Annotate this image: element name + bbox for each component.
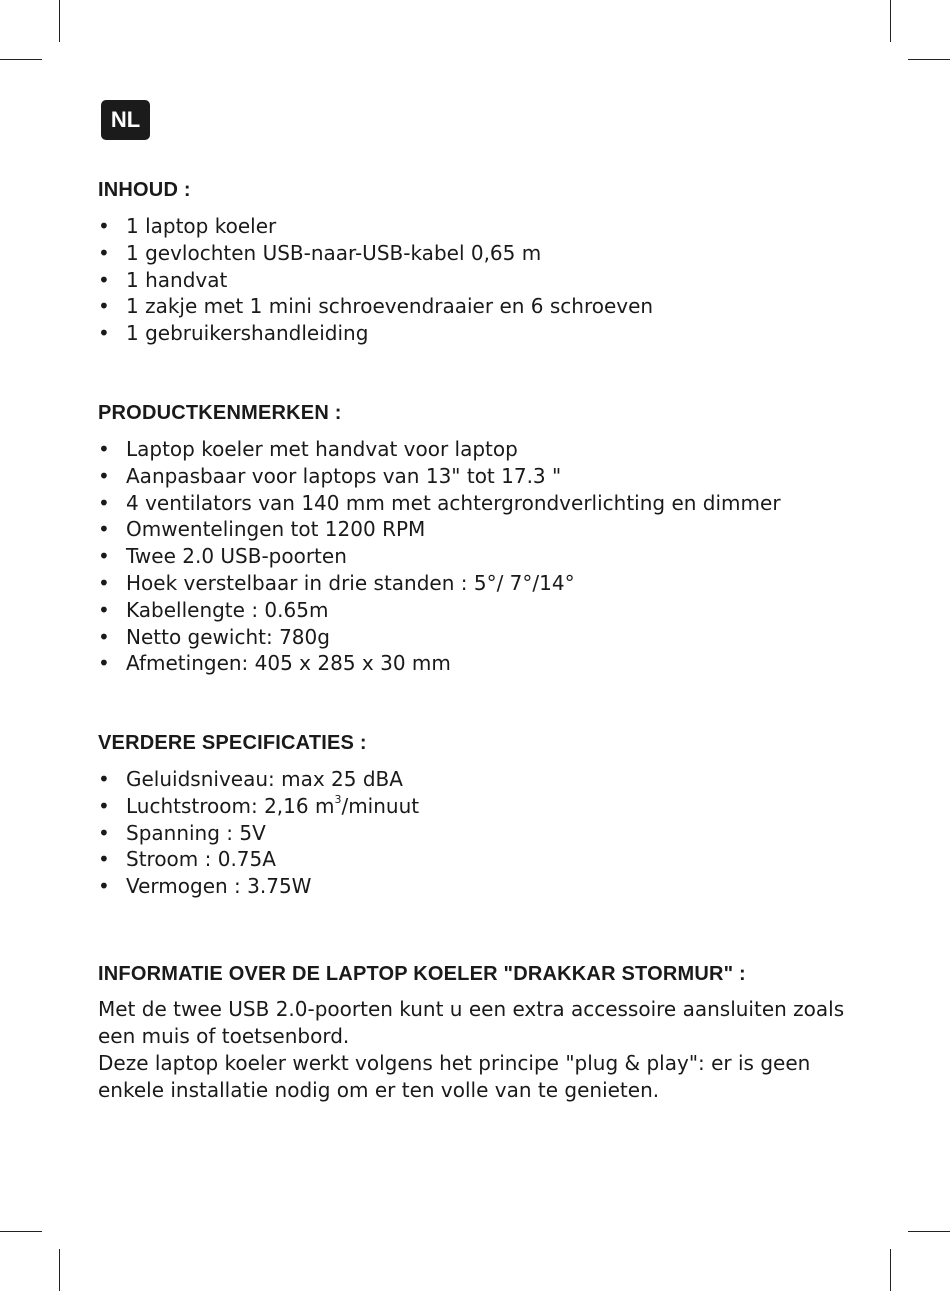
list-item: • Hoek verstelbaar in drie standen : 5°/ 7°/14°: [98, 570, 781, 597]
airflow-item: [98, 793, 419, 820]
list-item: • Stroom : 0.75A: [98, 846, 419, 873]
crop-mark: [59, 1249, 60, 1291]
list-item: • Aanpasbaar voor laptops van 13" tot 17.3 ": [98, 463, 781, 490]
crop-mark: [908, 1231, 950, 1232]
list-item: • 4 ventilators van 140 mm met achtergrondverlichting en dimmer: [98, 490, 781, 517]
airflow-exponent: 3: [334, 793, 342, 807]
crop-mark: [890, 1249, 891, 1291]
specs-list: [98, 766, 419, 900]
list-item: • 1 handvat: [98, 267, 653, 294]
list-item: • 1 gebruikershandleiding: [98, 320, 653, 347]
list-item: • Spanning : 5V: [98, 820, 419, 847]
info-paragraph: Met de twee USB 2.0-poorten kunt u een extra accessoire aansluiten zoals een muis of toetsenbord.: [98, 997, 845, 1048]
airflow-text: Luchtstroom: 2,16 m: [126, 793, 335, 818]
list-item: • Twee 2.0 USB-poorten: [98, 543, 781, 570]
crop-mark: [0, 1231, 42, 1232]
list-item: • 1 gevlochten USB-naar-USB-kabel 0,65 m: [98, 240, 653, 267]
contents-list: [98, 213, 653, 347]
list-item: • Kabellengte : 0.65m: [98, 597, 781, 624]
crop-mark: [890, 0, 891, 42]
crop-mark: [0, 59, 42, 60]
language-badge: NL: [101, 100, 150, 140]
list-item: • Laptop koeler met handvat voor laptop: [98, 436, 781, 463]
list-item: • 1 zakje met 1 mini schroevendraaier en 6 schroeven: [98, 293, 653, 320]
list-item: • 1 laptop koeler: [98, 213, 653, 240]
features-list: [98, 436, 781, 677]
crop-mark: [59, 0, 60, 42]
list-item: • Omwentelingen tot 1200 RPM: [98, 516, 781, 543]
list-item: • Geluidsniveau: max 25 dBA: [98, 766, 419, 793]
list-item: • Afmetingen: 405 x 285 x 30 mm: [98, 650, 781, 677]
airflow-unit: /minuut: [341, 793, 420, 818]
features-heading: PRODUCTKENMERKEN :: [98, 402, 342, 424]
info-paragraph: Deze laptop koeler werkt volgens het principe "plug & play": er is geen enkele installatie nodig om er ten volle van te genieten.: [98, 1051, 811, 1102]
list-item: • Netto gewicht: 780g: [98, 624, 781, 651]
info-heading: INFORMATIE OVER DE LAPTOP KOELER "DRAKKAR STORMUR" :: [98, 963, 746, 985]
list-item: • Vermogen : 3.75W: [98, 873, 419, 900]
contents-heading: INHOUD :: [98, 179, 191, 201]
crop-mark: [908, 59, 950, 60]
specs-heading: VERDERE SPECIFICATIES :: [98, 732, 367, 754]
